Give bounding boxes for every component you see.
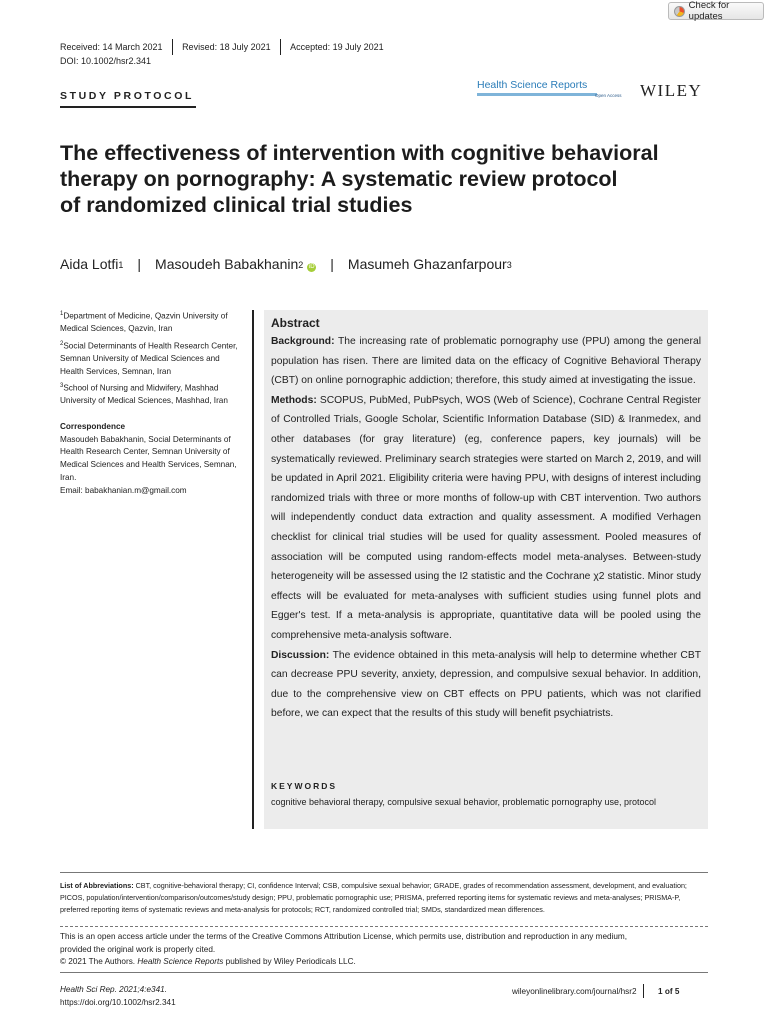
- check-for-updates-label: Check for updates: [688, 0, 730, 22]
- divider: [60, 926, 708, 927]
- divider: [60, 972, 708, 973]
- author-name: Masoudeh Babakhanin: [155, 256, 299, 272]
- author-name: Aida Lotfi: [60, 256, 119, 272]
- article-type: STUDY PROTOCOL: [60, 90, 195, 102]
- doi: DOI: 10.1002/hsr2.341: [60, 56, 152, 66]
- revised-date: Revised: 18 July 2021: [182, 42, 271, 52]
- abstract-discussion: [271, 646, 701, 724]
- article-title: [60, 140, 710, 218]
- copyright-prefix: © 2021 The Authors.: [60, 957, 138, 967]
- license: [60, 931, 708, 969]
- publisher-logo: WILEY: [640, 81, 703, 100]
- abstract-rule: [252, 310, 254, 829]
- affiliation-text: Social Determinants of Health Research Center, Semnan University of Medical Sciences and Health Services, Semnan, Iran: [60, 341, 238, 377]
- section-text: The evidence obtained in this meta-analysis will help to determine whether CBT can decrease PPU severity, anxiety, depression, and compulsive sexual behavior. In addition, due to the comprehensive view on CBT effects on PPU patients, which was not clarified before, we can expect that the results of this study will benefit psychiatrists.: [271, 649, 701, 720]
- doi-link[interactable]: https://doi.org/10.1002/hsr2.341: [60, 997, 176, 1007]
- journal-logo-bar: [477, 93, 597, 96]
- abbreviations-text: CBT, cognitive-behavioral therapy; CI, confidence Interval; CSB, compulsive sexual behavior; GRADE, grades of recommendation assessment, development, and evaluation; PICOS, population/intervention/comparison/outcomes/study design; PPU, problematic pornographic use; PRISMA, preferred reporting items for systematic reviews and meta-analyses; PRISMA-P, preferred reporting items of systematic reviews and meta-analysis for protocols; RCT, randomized controlled trial; SMDs, standardized mean differences.: [60, 881, 687, 914]
- journal-name: Health Science Reports: [477, 79, 588, 91]
- copyright-suffix: published by Wiley Periodicals LLC.: [223, 957, 356, 967]
- affiliation-sup: 1: [60, 311, 64, 317]
- section-label: Discussion:: [271, 649, 330, 661]
- journal-url-link[interactable]: wileyonlinelibrary.com/journal/hsr2: [512, 986, 637, 996]
- author-separator: |: [330, 256, 334, 272]
- page-number: 1 of 5: [658, 986, 680, 996]
- affiliation-text: Department of Medicine, Qazvin University of Medical Sciences, Qazvin, Iran: [60, 311, 228, 334]
- divider: [280, 39, 282, 55]
- divider: [60, 872, 708, 873]
- author-affiliation-sup: 3: [506, 260, 512, 270]
- correspondence-text: Masoudeh Babakhanin, Social Determinants of Health Research Center, Semnan University of Medical Sciences and Health Services, Semnan, Iran.: [60, 434, 237, 482]
- affiliation-sup: 3: [60, 383, 64, 389]
- check-for-updates-button[interactable]: [668, 2, 764, 20]
- received-date: Received: 14 March 2021: [60, 42, 163, 52]
- license-line: This is an open access article under the terms of the Creative Commons Attribution License, which permits use, distribution and reproduction in any medium,: [60, 932, 628, 941]
- title-line: therapy on pornography: A systematic review protocol: [60, 167, 618, 191]
- author-affiliation-sup: 2: [298, 260, 304, 270]
- author-separator: |: [137, 256, 142, 272]
- correspondence: [60, 421, 245, 497]
- license-line: provided the original work is properly cited.: [60, 944, 216, 954]
- affiliation-1: [60, 308, 245, 336]
- keywords: cognitive behavioral therapy, compulsive sexual behavior, problematic pornography use, protocol: [271, 797, 657, 807]
- abbreviations-label: List of Abbreviations:: [60, 881, 134, 890]
- abbreviations: [60, 880, 708, 915]
- title-line: of randomized clinical trial studies: [60, 193, 413, 217]
- abstract-methods: [271, 391, 701, 646]
- accepted-date: Accepted: 19 July 2021: [290, 42, 384, 52]
- article-dates: [60, 39, 384, 55]
- copyright-line: [60, 956, 708, 969]
- crossmark-icon: [674, 6, 685, 17]
- footer-citation: [60, 984, 176, 1009]
- section-label: Background:: [271, 336, 335, 347]
- section-text: SCOPUS, PubMed, PubPsych, WOS (Web of Science), Cochrane Central Register of Controlled Trials, Google Scholar, Scientific Information Database (SID) & Iranmedex, and other databases (for gray literature) (eg, conference papers, key journals) will be systematically reviewed. Preliminary search strategies were started on March 2, 2019, and will be updated in April 2021. Eligibility criteria were having PPU, with designs of interest including randomized trials with three or more months of follow-up with CBT intervention. Two authors will independently conduct data extraction and quality assessment. A modified Verhagen checklist for clinical trial studies will be used for quality assessment. Pooled measures of association will be computed using random-effects model meta-analyses. Between-study heterogeneity will be assessed using the I2 statistic and the Cochrane χ2 statistic. Minor study effects will be evaluated for meta-analyses with sufficient studies using funnel plots and Egger's test. If a meta-analysis is appropriate, quantitative data will be pooled using the comprehensive meta-analysis software.: [271, 394, 701, 641]
- correspondence-email[interactable]: Email: babakhanian.m@gmail.com: [60, 485, 187, 495]
- title-line: The effectiveness of intervention with cognitive behavioral: [60, 141, 659, 165]
- author-list: [60, 256, 512, 273]
- copyright-journal: Health Science Reports: [137, 957, 224, 967]
- footer-right: [512, 984, 679, 998]
- abstract-heading: Abstract: [271, 316, 320, 330]
- abstract-background: [271, 332, 701, 391]
- affiliation-text: School of Nursing and Midwifery, Mashhad University of Medical Sciences, Mashhad, Iran: [60, 383, 228, 406]
- keywords-heading: KEYWORDS: [271, 781, 338, 791]
- section-text: The increasing rate of problematic pornography use (PPU) among the general population has risen. There are limited data on the efficacy of Cognitive Behavioral Therapy (CBT) on online pornographic addiction; therefore, this study aimed at investigating the issue.: [271, 336, 701, 387]
- correspondence-heading: Correspondence: [60, 422, 126, 431]
- author-name: Masumeh Ghazanfarpour: [347, 256, 507, 272]
- divider: [172, 39, 174, 55]
- divider: [643, 984, 645, 998]
- orcid-icon[interactable]: iD: [308, 264, 315, 270]
- affiliation-3: [60, 380, 245, 408]
- open-access-label: Open Access: [595, 93, 622, 98]
- citation: Health Sci Rep. 2021;4:e341.: [60, 985, 167, 994]
- article-type-underline: [60, 106, 196, 108]
- author-affiliation-sup: 1: [118, 260, 124, 270]
- section-label: Methods:: [271, 394, 317, 406]
- abstract-body: [271, 332, 701, 724]
- affiliation-sup: 2: [60, 341, 64, 347]
- affiliation-2: [60, 338, 245, 379]
